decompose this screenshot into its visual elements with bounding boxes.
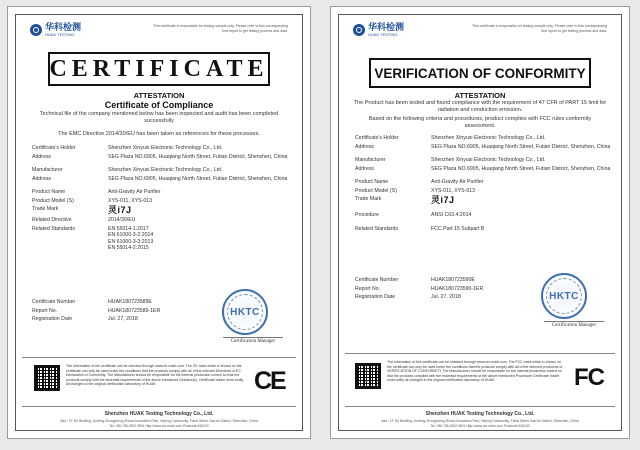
qr-code <box>355 363 381 389</box>
footer-note: The information of the certificate can be checked through www.ce-mark.com. The CE mark which is shown on the certificate can only be used under the conditions that the products comply with all of the relevant Directives of EC Declaration of Conformity. The Manufacturer should be responsible for the internal production control so that the products comply with the essential requirements of the above mentioned Directive(s). Certificate holder must notify all changes to the original certification laboratory of HUAK. <box>66 364 244 387</box>
field-registration-date: Registration Date Jul. 27, 2018 <box>32 316 138 322</box>
field-certificate-number: Certificate Number HUAK180723590E <box>355 277 475 283</box>
logo-cn-text: 华科检测 <box>45 22 82 32</box>
trade-mark-logo: 灵i7J <box>108 205 132 215</box>
field-manufacturer-address: Address SEG Plaza NO.6905, Huaqiang North Street, Futian District, Shenzhen, China <box>355 165 611 172</box>
field-related-directive: Related Directive 2014/30/EU <box>32 217 136 223</box>
field-related-standards: Related Standards EN 55014-1:2017 EN 61000-3-2:2014 EN 61000-3-3:2013 EN 55014-2:2015 <box>32 225 154 251</box>
footer-divider-2 <box>22 406 296 407</box>
field-product-model: Product Model (S) XYS-011, XYS-013 <box>355 187 476 194</box>
seal-text: HKTC <box>230 306 260 318</box>
issuer-contact: Tel.:+86-755-2302 9901 Http://www.cer-mark.com Postcode:518103 <box>430 424 530 428</box>
ce-mark-logo: CE <box>254 367 285 395</box>
fcc-mark-logo: FC <box>574 364 604 391</box>
issuer-company: Shenzhen HUAK Testing Technology Co., Ltd. <box>425 411 535 417</box>
issuer-contact: Tel.:+86-755-2302 9901 Http://www.cer-mark.com Postcode:518103 <box>109 424 209 428</box>
huak-logo <box>30 23 81 37</box>
attestation-heading: ATTESTATION <box>454 91 506 100</box>
qr-code <box>34 365 60 391</box>
description-1: The Product has been tested and found compliance with the requirement of 47 CFR of PART 15 limit for radiation and conduction emission. <box>353 100 607 113</box>
footer-divider-2 <box>345 406 615 407</box>
huak-logo-icon <box>353 24 365 36</box>
issuer-address: Add.: 1F, B2 Building, Junfeng Zhongcheng Zhizao Innovation Park, Heping Community, Fuhai Street, Bao'an District, Shenzhen, China <box>60 419 258 423</box>
fcc-verification-page <box>330 6 630 439</box>
issuer-address: Add.: 1F, B2 Building, Junfeng Zhongcheng Zhizao Innovation Park, Heping Community, Fuhai Street, Bao'an District, Shenzhen, China <box>381 419 579 423</box>
field-trade-mark: Trade Mark 灵i7J <box>355 196 611 205</box>
footer-divider <box>345 353 615 354</box>
certificate-subtitle: Certificate of Compliance <box>104 100 214 110</box>
ce-certificate-page <box>7 6 311 439</box>
certificate-fields <box>32 145 292 254</box>
field-report-no: Report No. HUAK180723590-1ER <box>355 285 484 292</box>
description-2: The EMC Directive 2014/30/EU has been taken as references for these processes. <box>58 131 260 137</box>
description-2: Based on the following criteria and procedures, product complies with FCC rules conformity assessment. <box>368 116 592 129</box>
trade-mark-logo: 灵i7J <box>431 195 455 205</box>
logo-en-text: HUAK TESTING <box>368 32 398 37</box>
logo-en-text: HUAK TESTING <box>45 32 75 37</box>
huak-logo <box>353 23 404 37</box>
certificate-title: CERTIFICATE <box>48 52 270 86</box>
field-report-no: Report No. HUAK180723589-1ER <box>32 307 161 314</box>
field-manufacturer-address: Address SEG Plaza NO.6905, Huaqiang North Street, Futian District, Shenzhen, China <box>32 175 288 182</box>
description-1: Technical file of the company mentioned below has been inspected and audit has been completed successfully <box>39 111 279 124</box>
verification-fields <box>355 135 611 234</box>
logo-cn-text: 华科检测 <box>368 22 405 32</box>
top-note: This certificate is responsible for testing sample only. Please refer to this corresponding test report to get testing process and data. <box>472 24 607 33</box>
field-related-standards: Related Standards FCC Part 15 Subpart B <box>355 225 485 232</box>
footer-divider <box>22 357 296 358</box>
field-holder: Certificate's Holder Shenzhen Xinyusi Electronic Technology Co., Ltd. <box>32 145 223 151</box>
hktc-seal <box>222 289 268 335</box>
field-product-model: Product Model (S) XYS-011, XYS-013 <box>32 197 153 204</box>
verification-title: VERIFICATION OF CONFORMITY <box>369 58 591 88</box>
hktc-seal <box>541 273 587 319</box>
footer-note: The information of this certificate can be checked through www.cer-mark.com. The FCC mark which is shown on the certificate can only be used under the conditions that the products comply with all of the relevant provisions of VERIFICATION OF CONFORMITY The Manufacturer should be responsible for the internal production control so that the products complied with the essential requirements of the above mentioned Procedure Certificate holder must notify all changes to the original certification laboratory of HUAK. <box>387 360 563 383</box>
field-holder-address: Address SEG Plaza NO.6905, Huaqiang North Street, Futian District, Shenzhen, China <box>32 153 288 160</box>
signature-caption: Certification Manager <box>544 321 604 328</box>
field-holder-address: Address SEG Plaza NO.6905, Huaqiang North Street, Futian District, Shenzhen, China <box>355 143 611 150</box>
field-manufacturer: Manufacturer Shenzhen Xinyusi Electronic Technology Co., Ltd. <box>355 157 546 163</box>
field-holder: Certificate's Holder Shenzhen Xinyusi Electronic Technology Co., Ltd. <box>355 135 546 141</box>
field-registration-date: Registration Date Jul. 27, 2018 <box>355 294 461 300</box>
seal-text: HKTC <box>549 290 579 302</box>
field-trade-mark: Trade Mark 灵i7J <box>32 206 292 215</box>
field-product-name: Product Name Anti-Gravity Air Purifier <box>32 189 161 195</box>
top-note: This certificate is responsible for testing sample only. Please refer to this corresponding test report to get testing process and data. <box>153 24 288 33</box>
field-product-name: Product Name Anti-Gravity Air Purifier <box>355 179 484 185</box>
huak-logo-icon <box>30 24 42 36</box>
issuer-company: Shenzhen HUAK Testing Technology Co., Ltd. <box>104 411 214 417</box>
signature-caption: Certification Manager <box>223 337 283 344</box>
field-procedure: Procedure ANSI C63.4:2014 <box>355 212 472 218</box>
field-manufacturer: Manufacturer Shenzhen Xinyusi Electronic Technology Co., Ltd. <box>32 167 223 173</box>
attestation-heading: ATTESTATION <box>133 91 185 100</box>
field-certificate-number: Certificate Number HUAK180723589E <box>32 299 152 305</box>
